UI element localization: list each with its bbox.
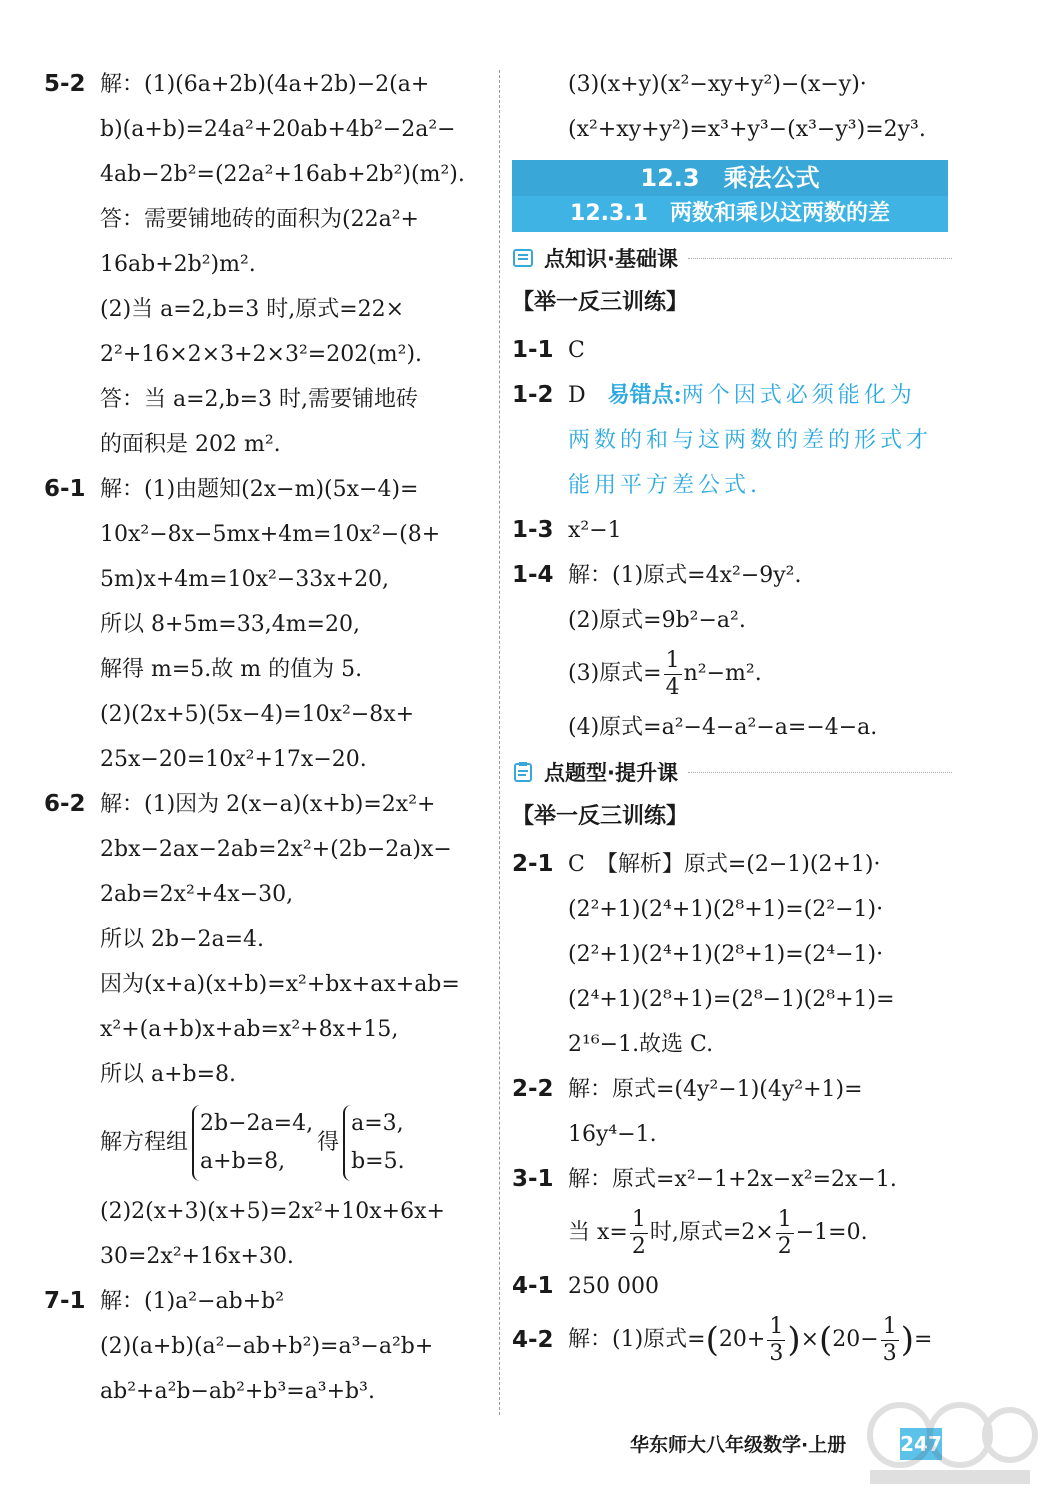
- problem-7-1: [44, 1279, 490, 1414]
- answer-line: (2⁴+1)(2⁸+1)=(2⁸−1)(2⁸+1)=: [568, 987, 895, 1012]
- problem-number: 4-1: [512, 1273, 554, 1299]
- solution-eq: b=5.: [351, 1149, 405, 1174]
- answer-line: 所以 a+b=8.: [100, 1062, 237, 1087]
- left-column: [44, 62, 490, 1414]
- problem-6-2: [44, 782, 490, 1279]
- answer-line: (2)2(x+3)(x+5)=2x²+10x+6x+: [100, 1199, 445, 1224]
- problem-2-2: [512, 1067, 952, 1157]
- answer-line-fraction: [568, 1309, 952, 1371]
- operator: ×: [800, 1327, 820, 1352]
- problem-number: 2-2: [512, 1076, 554, 1102]
- answer-line: 解：(1)a²−ab+b²: [100, 1289, 285, 1314]
- fraction-prefix: (3)原式=: [568, 661, 662, 686]
- answer-line: (2)(a+b)(a²−ab+b²)=a³−a²b+: [100, 1334, 434, 1359]
- fraction-suffix: n²−m².: [683, 661, 762, 686]
- book-icon: [512, 247, 534, 269]
- system-mid: 得: [317, 1130, 340, 1155]
- dotted-rule: [688, 772, 952, 773]
- subsection-title: 12.3.1 两数和乘以这两数的差: [512, 196, 948, 232]
- answer-line: (3)(x+y)(x²−xy+y²)−(x−y)·: [568, 72, 867, 97]
- answer-line: (2)原式=9b²−a².: [568, 608, 746, 633]
- denominator: 2: [777, 1233, 792, 1259]
- dotted-rule: [688, 258, 952, 259]
- answer-line: 30=2x²+16x+30.: [100, 1244, 294, 1269]
- problem-4-1: [512, 1264, 952, 1309]
- answer-line: 16ab+2b²)m².: [100, 252, 256, 277]
- answer-line: 10x²−8x−5mx+4m=10x²−(8+: [100, 522, 441, 547]
- problem-number: 7-1: [44, 1288, 86, 1314]
- denominator: 3: [769, 1340, 784, 1366]
- section-heading-text: 点题型·提升课: [544, 761, 678, 785]
- answer-line-fraction: [568, 1202, 952, 1264]
- fraction: [881, 1314, 899, 1367]
- problem-number: 2-1: [512, 851, 554, 877]
- equation-system: [192, 1105, 313, 1181]
- fraction-middle: 时,原式=2×: [649, 1220, 774, 1245]
- paren: ): [787, 1320, 801, 1360]
- problem-1-2: [512, 373, 952, 508]
- problem-number: 1-2: [512, 382, 554, 408]
- answer-line: ab²+a²b−ab²+b³=a³+b³.: [100, 1379, 375, 1404]
- answer-line: 解：(1)原式=4x²−9y².: [568, 563, 802, 588]
- fraction-suffix: −1=0.: [795, 1220, 868, 1245]
- answer-line: 的面积是 202 m².: [100, 432, 281, 457]
- answer-line: 2ab=2x²+4x−30,: [100, 882, 294, 907]
- denominator: 3: [882, 1340, 897, 1366]
- paren: (: [819, 1320, 833, 1360]
- answer-line-fraction: [568, 643, 952, 705]
- answer-line: (x²+xy+y²)=x³+y³−(x³−y³)=2y³.: [568, 117, 926, 142]
- fraction-suffix: =: [913, 1327, 933, 1352]
- answer-line: (2²+1)(2⁴+1)(2⁸+1)=(2²−1)·: [568, 897, 884, 922]
- numerator: 1: [882, 1313, 897, 1339]
- clipboard-icon: [512, 761, 534, 783]
- answer-line: C 【解析】原式=(2−1)(2+1)·: [568, 852, 881, 877]
- paren: ): [900, 1320, 914, 1360]
- numerator: 1: [777, 1206, 792, 1232]
- answer-line: 16y⁴−1.: [568, 1122, 657, 1147]
- problem-number: 1-1: [512, 337, 554, 363]
- answer-line: b)(a+b)=24a²+20ab+4b²−2a²−: [100, 117, 456, 142]
- answer-line: (2)(2x+5)(5x−4)=10x²−8x+: [100, 702, 415, 727]
- fraction-prefix: 解：(1)原式=: [568, 1327, 706, 1352]
- problem-number: 4-2: [512, 1327, 554, 1353]
- answer-line: 25x−20=10x²+17x−20.: [100, 747, 367, 772]
- training-heading: 【举一反三训练】: [512, 290, 689, 315]
- section-heading-text: 点知识·基础课: [544, 247, 678, 271]
- answer-choice: D: [568, 383, 586, 408]
- numerator: 1: [665, 647, 680, 673]
- section-heading-types: [512, 752, 952, 792]
- answer-line: 答：当 a=2,b=3 时,需要铺地砖: [100, 387, 419, 412]
- answer-line: (2)当 a=2,b=3 时,原式=22×: [100, 297, 405, 322]
- right-column: [512, 62, 952, 1371]
- paren: (: [705, 1320, 719, 1360]
- section-title: 12.3 乘法公式: [640, 164, 820, 192]
- fraction: [776, 1207, 794, 1260]
- problem-number: 1-4: [512, 562, 554, 588]
- training-heading: 【举一反三训练】: [512, 804, 689, 829]
- note-label: 易错点:: [607, 382, 682, 408]
- system-prefix: 解方程组: [100, 1130, 189, 1155]
- numerator: 1: [631, 1206, 646, 1232]
- numerator: 1: [769, 1313, 784, 1339]
- problem-2-1: [512, 842, 952, 1067]
- answer-line: 5m)x+4m=10x²−33x+20,: [100, 567, 390, 592]
- solution-system: [343, 1105, 405, 1181]
- answer-line: x²+(a+b)x+ab=x²+8x+15,: [100, 1017, 399, 1042]
- answer-line: 所以 2b−2a=4.: [100, 927, 265, 952]
- answer-line: 250 000: [568, 1274, 659, 1299]
- term: 20+: [718, 1327, 766, 1352]
- note-text: 两数的和与这两数的差的形式才: [568, 428, 933, 453]
- problem-1-3: [512, 508, 952, 553]
- answer-line: (2²+1)(2⁴+1)(2⁸+1)=(2⁴−1)·: [568, 942, 884, 967]
- answer-line: 2¹⁶−1.故选 C.: [568, 1032, 714, 1057]
- note-text: 能用平方差公式.: [568, 473, 761, 498]
- answer-line: 2bx−2ax−2ab=2x²+(2b−2a)x−: [100, 837, 452, 862]
- problem-1-4: [512, 553, 952, 750]
- answer-line: 解得 m=5.故 m 的值为 5.: [100, 657, 363, 682]
- fraction: [630, 1207, 648, 1260]
- problem-number: 5-2: [44, 71, 86, 97]
- answer-line: 解：原式=x²−1+2x−x²=2x−1.: [568, 1167, 897, 1192]
- problem-number: 1-3: [512, 517, 554, 543]
- footer-book-title: 华东师大八年级数学·上册: [630, 1434, 847, 1456]
- system-eq: a+b=8,: [200, 1149, 286, 1174]
- fraction: [767, 1314, 785, 1367]
- problem-5-2: [44, 62, 490, 467]
- answer-line: 2²+16×2×3+2×3²=202(m²).: [100, 342, 423, 367]
- answer-line: 解：(1)由题知(2x−m)(5x−4)=: [100, 477, 419, 502]
- answer-line: x²−1: [568, 518, 622, 543]
- problem-number: 6-1: [44, 476, 86, 502]
- watermark-logo-icon: [860, 1395, 1040, 1490]
- problem-number: 3-1: [512, 1166, 554, 1192]
- answer-line: 解：(1)(6a+2b)(4a+2b)−2(a+: [100, 72, 430, 97]
- problem-3-1: [512, 1157, 952, 1264]
- answer-line: 4ab−2b²=(22a²+16ab+2b²)(m²).: [100, 162, 465, 187]
- page-number: 247: [900, 1428, 942, 1460]
- answer-line: C: [568, 338, 585, 363]
- problem-4-2: [512, 1309, 952, 1371]
- denominator: 2: [631, 1233, 646, 1259]
- answer-line: (4)原式=a²−4−a²−a=−4−a.: [568, 715, 878, 740]
- answer-line: 解：(1)因为 2(x−a)(x+b)=2x²+: [100, 792, 436, 817]
- answer-line: 答：需要铺地砖的面积为(22a²+: [100, 207, 419, 232]
- denominator: 4: [665, 674, 680, 700]
- system-eq: 2b−2a=4,: [200, 1111, 314, 1136]
- answer-line: 所以 8+5m=33,4m=20,: [100, 612, 360, 637]
- problem-number: 6-2: [44, 791, 86, 817]
- problem-6-1: [44, 467, 490, 782]
- section-heading-knowledge: [512, 238, 952, 278]
- note-text: 两个因式必须能化为: [681, 383, 916, 408]
- problem-1-1: [512, 328, 952, 373]
- fraction-prefix: 当 x=: [568, 1220, 628, 1245]
- column-divider: [499, 70, 500, 1415]
- term: 20−: [832, 1327, 879, 1352]
- equation-system-line: [100, 1097, 490, 1189]
- answer-line: 解：原式=(4y²−1)(4y²+1)=: [568, 1077, 863, 1102]
- section-banner: [512, 160, 948, 232]
- answer-line: 因为(x+a)(x+b)=x²+bx+ax+ab=: [100, 972, 460, 997]
- solution-eq: a=3,: [351, 1111, 404, 1136]
- fraction: [664, 648, 682, 701]
